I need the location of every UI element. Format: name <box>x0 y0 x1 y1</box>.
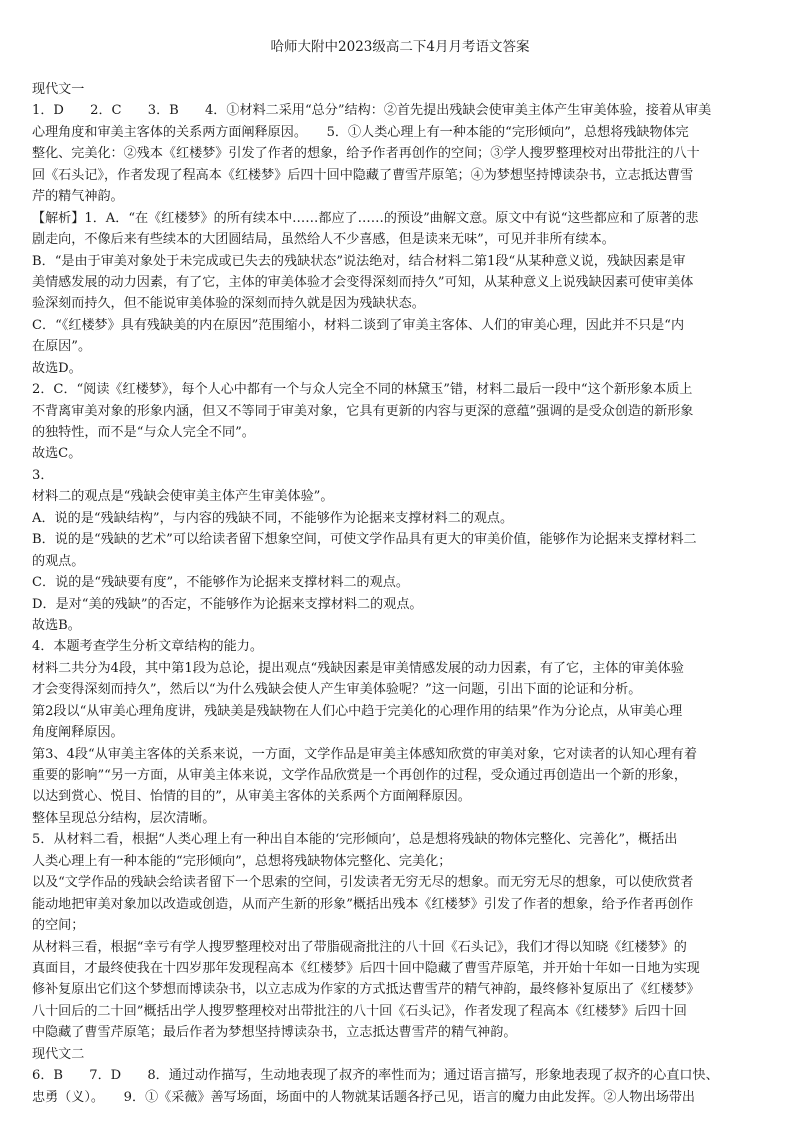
text-line: 以及“文学作品的残缺会给读者留下一个思索的空间，引发读者无穷无尽的想象。而无穷无尽的想象，可以使欣赏者 <box>32 875 694 891</box>
text-line: 心理角度和审美主客体的关系两方面阐释原因。 5．①人类心理上有一种本能的“完形倾向”，总想将残缺物体完 <box>32 124 689 140</box>
text-line: 角度阐释原因。 <box>32 725 124 741</box>
text-line: 4．本题考查学生分析文章结构的能力。 <box>32 639 263 655</box>
text-line: 验深刻而持久，但不能说审美体验的深刻而持久就是因为残缺状态。 <box>32 296 425 312</box>
text-line: B．说的是“残缺的艺术”可以给读者留下想象空间，可使文学作品具有更大的审美价值，能够作为论据来支撑材料二 <box>32 532 697 548</box>
text-line: B．“是由于审美对象处于未完成或已失去的残缺状态”说法绝对，结合材料二第1段“从某种意义说，残缺因素是审 <box>32 253 686 269</box>
document-body <box>32 79 772 1108</box>
text-line: 5．从材料二看，根据“人类心理上有一种出自本能的‘完形倾向’，总是想将残缺的物体完整化、完善化”，概括出 <box>32 832 678 848</box>
text-line: 故选D。 <box>32 360 82 376</box>
text-line: 芹的精气神韵。 <box>32 189 124 205</box>
text-line: 现代文一 <box>32 82 85 97</box>
text-line: 6．B 7．D 8．通过动作描写，生动地表现了叔齐的率性而为；通过语言描写，形象地表现了叔齐的心直口快、 <box>32 1068 719 1084</box>
text-line: 的空间； <box>32 918 85 934</box>
text-line: 从材料三看，根据“幸亏有学人搜罗整理校对出了带脂砚斋批注的八十回《石头记》，我们才得以知晓《红楼梦》的 <box>32 939 687 955</box>
text-line: 【解析】1．A．“在《红楼梦》的所有续本中……都应了……的预设”曲解文意。原文中有说“这些都应和了原著的悲 <box>32 210 699 226</box>
text-line: 故选C。 <box>32 446 82 462</box>
text-line: 能动地把审美对象加以改造或创造，从而产生新的形象”概括出残本《红楼梦》引发了作者的想象，给予作者再创作 <box>32 896 694 912</box>
text-line: 故选B。 <box>32 617 81 633</box>
text-line: 回《石头记》，作者发现了程高本《红楼梦》后四十回中隐藏了曹雪芹原笔；④为梦想坚持博读杂书，立志抵达曹雪 <box>32 167 694 183</box>
text-line: 的观点。 <box>32 553 85 569</box>
text-line: 2．C．“阅读《红楼梦》，每个人心中都有一个与众人完全不同的林黛玉”错，材料二最后一段中“这个新形象本质上 <box>32 382 693 398</box>
text-line: 在原因”。 <box>32 339 92 355</box>
text-line: 现代文二 <box>32 1046 85 1062</box>
text-line: 1．D 2．C 3．B 4．①材料二采用“总分”结构：②首先提出残缺会使审美主体产生审美体验，接着从审美 <box>32 103 712 119</box>
text-line: 才会变得深刻而持久”，然后以“为什么残缺会使人产生审美体验呢？”这一问题，引出下面的论证和分析。 <box>32 682 642 698</box>
text-line: 美情感发展的动力因素，有了它，主体的审美体验才会变得深刻而持久”可知，从某种意义上说残缺因素可使审美体 <box>32 274 694 290</box>
text-line: 第2段以“从审美心理角度讲，残缺美是残缺物在人们心中趋于完美化的心理作用的结果”作为分论点，从审美心理 <box>32 703 683 719</box>
text-line: 八十回后的二十回”概括出学人搜罗整理校对出带批注的八十回《石头记》，作者发现了程高本《红楼梦》后四十回 <box>32 1003 687 1019</box>
text-line: C．说的是“残缺要有度”，不能够作为论据来支撑材料二的观点。 <box>32 575 409 591</box>
text-line: 重要的影响”“另一方面，从审美主体来说，文学作品欣赏是一个再创作的过程，受众通过再创造出一个新的形象， <box>32 768 687 783</box>
text-line: D．是对“美的残缺”的否定，不能够作为论据来支撑材料二的观点。 <box>32 596 423 612</box>
text-line: 不背离审美对象的形象内涵，但又不等同于审美对象，它具有更新的内容与更深的意蕴”强调的是受众创造的新形象 <box>32 403 694 419</box>
text-line: 修补复原出它们这个梦想而博读杂书，以立志成为作家的方式抵达曹雪芹的精气神韵，最终修补复原出了《红楼梦》 <box>32 982 700 998</box>
text-line: 的独特性，而不是“与众人完全不同”。 <box>32 425 255 440</box>
text-line: 第3、4段“从审美主客体的关系来说，一方面，文学作品是审美主体感知欣赏的审美对象，它对读者的认知心理有着 <box>32 746 697 762</box>
text-line: 以达到赏心、悦目、怡情的目的”，从审美主客体的关系两个方面阐释原因。 <box>32 789 471 805</box>
text-line: 忠勇（义）。 9．①《采薇》善写场面，场面中的人物就某话题各抒己见，语言的魔力由此发挥。②人物出场带出 <box>32 1089 696 1105</box>
text-line: C．“《红楼梦》具有残缺美的内在原因”范围缩小，材料二谈到了审美主客体、人们的审美心理，因此并不只是“内 <box>32 317 685 333</box>
text-line: 中隐藏了曹雪芹原笔；最后作者为梦想坚持博读杂书，立志抵达曹雪芹的精气神韵。 <box>32 1025 517 1041</box>
document-title: 哈师大附中2023级高二下4月月考语文答案 <box>270 39 530 55</box>
text-line: 整体呈现总分结构，层次清晰。 <box>32 810 216 826</box>
text-line: 整化、完美化：②残本《红楼梦》引发了作者的想象，给予作者再创作的空间；③学人搜罗整理校对出带批注的八十 <box>32 146 700 162</box>
text-line: 人类心理上有一种本能的“完形倾向”，总想将残缺物体完整化、完美化； <box>32 853 452 869</box>
text-line: 真面目，才最终使我在十四岁那年发现程高本《红楼梦》后四十回中隐藏了曹雪芹原笔，并开始十年如一日地为实现 <box>32 960 700 976</box>
text-line: 剧走向，不像后来有些续本的大团圆结局，虽然给人不少喜感，但是读来无味”，可见并非所有续本。 <box>32 232 615 248</box>
text-line: 材料二共分为4段，其中第1段为总论，提出观点“残缺因素是审美情感发展的动力因素，有了它，主体的审美体验 <box>32 660 684 676</box>
text-line: 材料二的观点是“残缺会使审美主体产生审美体验”。 <box>32 489 334 505</box>
text-line: A．说的是“残缺结构”，与内容的残缺不同，不能够作为论据来支撑材料二的观点。 <box>32 510 514 526</box>
text-line: 3． <box>32 467 54 483</box>
